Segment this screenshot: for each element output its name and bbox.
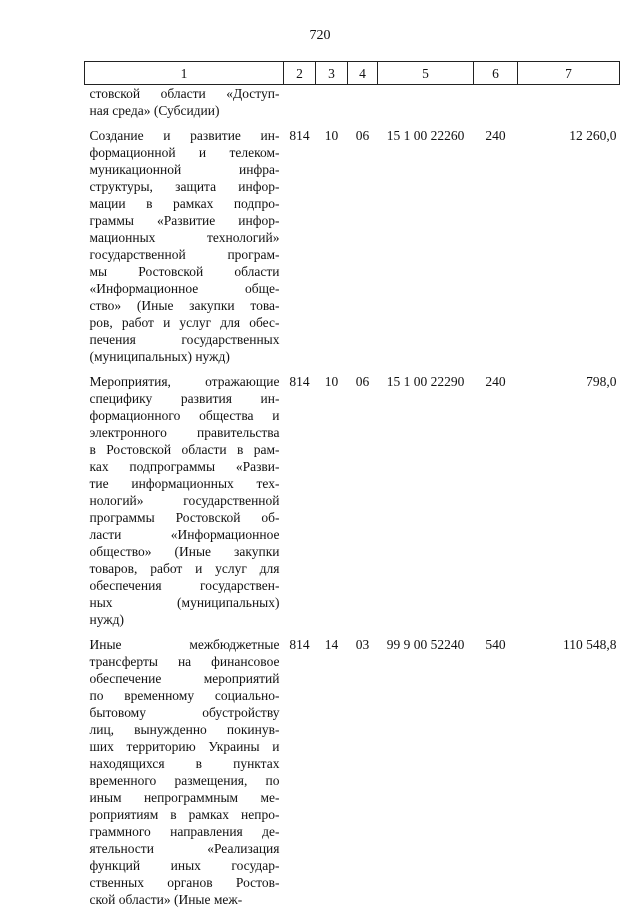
cell-section: [316, 85, 348, 128]
table-row: [85, 127, 620, 373]
description-line: ная среда» (Субсидии): [89, 103, 220, 118]
description-line: программы Ростовской об-: [89, 510, 280, 525]
cell-section: 14: [324, 637, 339, 652]
description-line: роприятиям в рамках непро-: [89, 807, 280, 822]
description-line: Мероприятия, отражающие: [89, 374, 280, 389]
cell-expense-type: 540: [485, 637, 506, 652]
description-line: Иные межбюджетные: [89, 637, 280, 652]
cell-target-article: 99 9 00 52240: [386, 637, 465, 652]
column-header-5: 5: [378, 62, 474, 85]
description-line: ятельности «Реализация: [89, 841, 280, 856]
description-line: ство» (Иные закупки това-: [89, 298, 280, 313]
row-description: [85, 373, 284, 636]
cell-expense-type: 240: [485, 128, 506, 143]
cell-amount: 110 548,8: [563, 637, 617, 652]
description-line: нужд): [89, 612, 124, 627]
description-line: нологий» государственной: [89, 493, 280, 508]
cell-subsection: 06: [355, 128, 370, 143]
description-line: печения государственных: [89, 332, 280, 347]
description-line: граммы «Развитие инфор-: [89, 213, 280, 228]
description-line: по временному социально-: [89, 688, 280, 703]
cell-ministry-code: [284, 85, 316, 128]
description-line: временного размещения, по: [89, 773, 280, 788]
description-line: мы Ростовской области: [89, 264, 280, 279]
description-line: мации в рамках подпро-: [89, 196, 280, 211]
description-line: лиц, вынужденно покинув-: [89, 722, 280, 737]
description-line: бытовому обустройству: [89, 705, 280, 720]
description-line: мационных технологий»: [89, 230, 280, 245]
cell-subsection: 06: [355, 374, 370, 389]
description-line: обеспечения государствен-: [89, 578, 280, 593]
column-header-2: 2: [284, 62, 316, 85]
description-line: структуры, защита инфор-: [89, 179, 280, 194]
description-line: стовской области «Доступ-: [89, 86, 280, 101]
cell-target-article: 15 1 00 22260: [386, 128, 465, 143]
description-line: обеспечение мероприятий: [89, 671, 280, 686]
description-line: в Ростовской области в рам-: [89, 442, 280, 457]
cell-subsection: [348, 85, 378, 128]
budget-table: [84, 61, 620, 908]
description-line: формационного общества и: [89, 408, 280, 423]
description-line: ственных органов Ростов-: [89, 875, 280, 890]
description-line: электронного правительства: [89, 425, 280, 440]
description-line: государственной програм-: [89, 247, 280, 262]
description-line: находящихся в пунктах: [89, 756, 280, 771]
column-header-3: 3: [316, 62, 348, 85]
row-description: [85, 127, 284, 373]
cell-target-article: [378, 85, 474, 128]
cell-amount: 798,0: [586, 374, 617, 389]
description-line: ших территорию Украины и: [89, 739, 280, 754]
description-line: трансферты на финансовое: [89, 654, 280, 669]
cell-expense-type: 240: [485, 374, 506, 389]
description-line: ласти «Информационное: [89, 527, 280, 542]
table-row: [85, 85, 620, 128]
description-line: формационной и телеком-: [89, 145, 280, 160]
table-row: [85, 373, 620, 636]
row-description: [85, 636, 284, 908]
description-line: ках подпрограммы «Разви-: [89, 459, 280, 474]
table-row: [85, 636, 620, 908]
column-header-4: 4: [348, 62, 378, 85]
column-header-6: 6: [474, 62, 518, 85]
column-header-1: 1: [85, 62, 284, 85]
description-line: товаров, работ и услуг для: [89, 561, 280, 576]
description-line: общество» (Иные закупки: [89, 544, 280, 559]
description-line: «Информационное обще-: [89, 281, 280, 296]
cell-ministry-code: 814: [289, 374, 310, 389]
page-number: 720: [309, 28, 331, 43]
description-line: ров, работ и услуг для обес-: [89, 315, 280, 330]
description-line: иным непрограммным ме-: [89, 790, 280, 805]
description-line: Создание и развитие ин-: [89, 128, 280, 143]
description-line: тие информационных тех-: [89, 476, 280, 491]
cell-subsection: 03: [355, 637, 370, 652]
description-line: специфику развития ин-: [89, 391, 280, 406]
description-line: ской области» (Иные меж-: [89, 892, 243, 907]
description-line: (муниципальных) нужд): [89, 349, 230, 364]
cell-target-article: 15 1 00 22290: [386, 374, 465, 389]
description-line: ных (муниципальных): [89, 595, 280, 610]
cell-ministry-code: 814: [289, 637, 310, 652]
cell-expense-type: [474, 85, 518, 128]
cell-section: 10: [324, 128, 339, 143]
row-description: [85, 85, 284, 128]
description-line: функций иных государ-: [89, 858, 280, 873]
header-row: [85, 62, 620, 85]
cell-section: 10: [324, 374, 339, 389]
cell-amount: 12 260,0: [569, 128, 617, 143]
description-line: граммного направления де-: [89, 824, 280, 839]
cell-ministry-code: 814: [289, 128, 310, 143]
cell-amount: [518, 85, 620, 128]
column-header-7: 7: [518, 62, 620, 85]
description-line: муникационной инфра-: [89, 162, 280, 177]
